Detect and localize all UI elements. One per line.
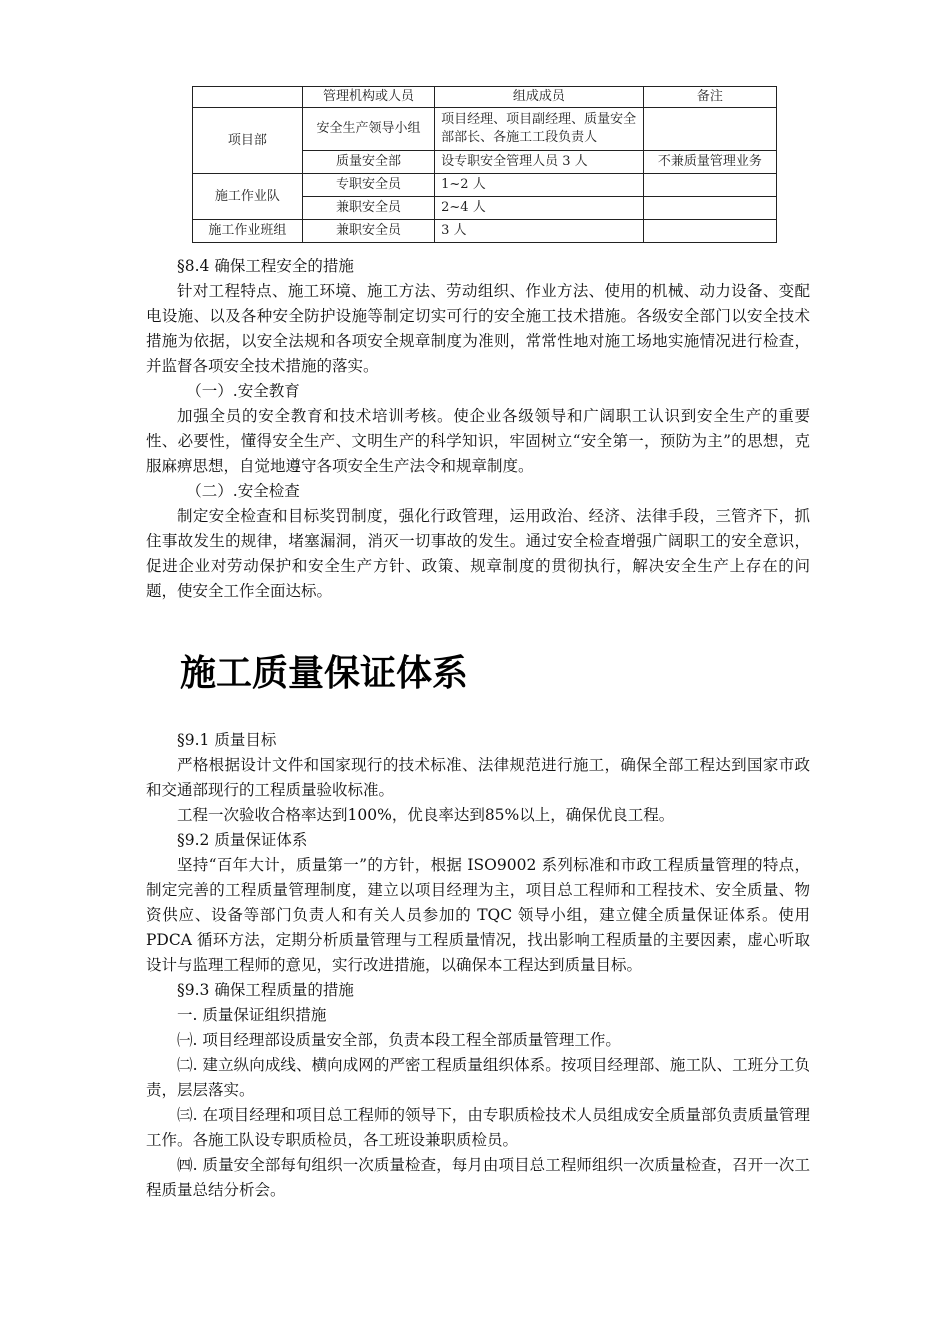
header-cell-organization: 管理机构或人员 bbox=[302, 87, 434, 108]
members-cell: 设专职安全管理人员 3 人 bbox=[435, 151, 644, 174]
list-item: ㈣. 质量安全部每旬组织一次质量检查，每月由项目总工程师组织一次质量检查，召开一次工程质量总结分析会。 bbox=[146, 1156, 810, 1199]
document-body bbox=[146, 254, 810, 1203]
members-cell: 2~4 人 bbox=[435, 197, 644, 220]
paragraph: 工程一次验收合格率达到100%，优良率达到85%以上，确保优良工程。 bbox=[177, 806, 675, 824]
paragraph: 严格根据设计文件和国家现行的技术标准、法律规范进行施工，确保全部工程达到国家市政和交通部现行的工程质量验收标准。 bbox=[146, 756, 810, 799]
list-item: ㈢. 在项目经理和项目总工程师的领导下，由专职质检技术人员组成安全质量部负责质量管理工作。各施工队设专职质检员，各工班设兼职质检员。 bbox=[146, 1106, 810, 1149]
note-cell bbox=[643, 220, 776, 243]
header-cell-members: 组成成员 bbox=[435, 87, 644, 108]
paragraph: 坚持“百年大计，质量第一”的方针，根据 ISO9002 系列标准和市政工程质量管理的特点，制定完善的工程质量管理制度，建立以项目经理为主，项目总工程师和工程技术、安全质量、物资供应、设备等部门负责人和有关人员参加的 TQC 领导小组，建立健全质量保证体系。使用 PDCA 循环方法，定期分析质量管理与工程质量情况，找出影响工程质量的主要因素，虚心听取设计与监理工程师的意见，实行改进措施，以确保本工程达到质量目标。 bbox=[146, 856, 810, 974]
note-cell bbox=[643, 108, 776, 151]
paragraph: 加强全员的安全教育和技术培训考核。使企业各级领导和广阔职工认识到安全生产的重要性、必要性，懂得安全生产、文明生产的科学知识，牢固树立“安全第一，预防为主”的思想，克服麻痹思想，自觉地遵守各项安全生产法令和规章制度。 bbox=[146, 407, 810, 475]
role-cell: 兼职安全员 bbox=[302, 197, 434, 220]
role-cell: 专职安全员 bbox=[302, 174, 434, 197]
members-cell: 项目经理、项目副经理、质量安全部部长、各施工工段负责人 bbox=[435, 108, 644, 151]
members-cell: 3 人 bbox=[435, 220, 644, 243]
safety-organization-table bbox=[192, 86, 777, 243]
subsection-heading: 一. 质量保证组织措施 bbox=[177, 1006, 327, 1024]
note-cell bbox=[643, 174, 776, 197]
section-heading-8-4: §8.4 确保工程安全的措施 bbox=[177, 257, 354, 275]
chapter-title: 施工质量保证体系 bbox=[180, 653, 469, 694]
subsection-heading: （一）.安全教育 bbox=[186, 382, 300, 400]
group-cell: 项目部 bbox=[193, 108, 303, 174]
role-cell: 安全生产领导小组 bbox=[302, 108, 434, 151]
role-cell: 兼职安全员 bbox=[302, 220, 434, 243]
table-row bbox=[193, 108, 777, 151]
section-heading-9-2: §9.2 质量保证体系 bbox=[177, 831, 308, 849]
note-cell bbox=[643, 197, 776, 220]
group-cell: 施工作业班组 bbox=[193, 220, 303, 243]
header-cell-blank bbox=[193, 87, 303, 108]
subsection-heading: （二）.安全检查 bbox=[186, 482, 300, 500]
note-cell: 不兼质量管理业务 bbox=[643, 151, 776, 174]
section-heading-9-3: §9.3 确保工程质量的措施 bbox=[177, 981, 354, 999]
paragraph: 针对工程特点、施工环境、施工方法、劳动组织、作业方法、使用的机械、动力设备、变配电设施、以及各种安全防护设施等制定切实可行的安全施工技术措施。各级安全部门以安全技术措施为依据，以安全法规和各项安全规章制度为准则，常常性地对施工场地实施情况进行检查，并监督各项安全技术措施的落实。 bbox=[146, 282, 810, 375]
table-header-row bbox=[193, 87, 777, 108]
table-row bbox=[193, 220, 777, 243]
table-row bbox=[193, 174, 777, 197]
list-item: ㈠. 项目经理部设质量安全部，负责本段工程全部质量管理工作。 bbox=[177, 1031, 621, 1049]
header-cell-notes: 备注 bbox=[643, 87, 776, 108]
members-cell: 1~2 人 bbox=[435, 174, 644, 197]
group-cell: 施工作业队 bbox=[193, 174, 303, 220]
list-item: ㈡. 建立纵向成线、横向成网的严密工程质量组织体系。按项目经理部、施工队、工班分工负责，层层落实。 bbox=[146, 1056, 810, 1099]
paragraph: 制定安全检查和目标奖罚制度，强化行政管理，运用政治、经济、法律手段，三管齐下，抓住事故发生的规律，堵塞漏洞，消灭一切事故的发生。通过安全检查增强广阔职工的安全意识，促进企业对劳动保护和安全生产方针、政策、规章制度的贯彻执行，解决安全生产上存在的问题，使安全工作全面达标。 bbox=[146, 507, 810, 600]
section-heading-9-1: §9.1 质量目标 bbox=[177, 731, 277, 749]
role-cell: 质量安全部 bbox=[302, 151, 434, 174]
